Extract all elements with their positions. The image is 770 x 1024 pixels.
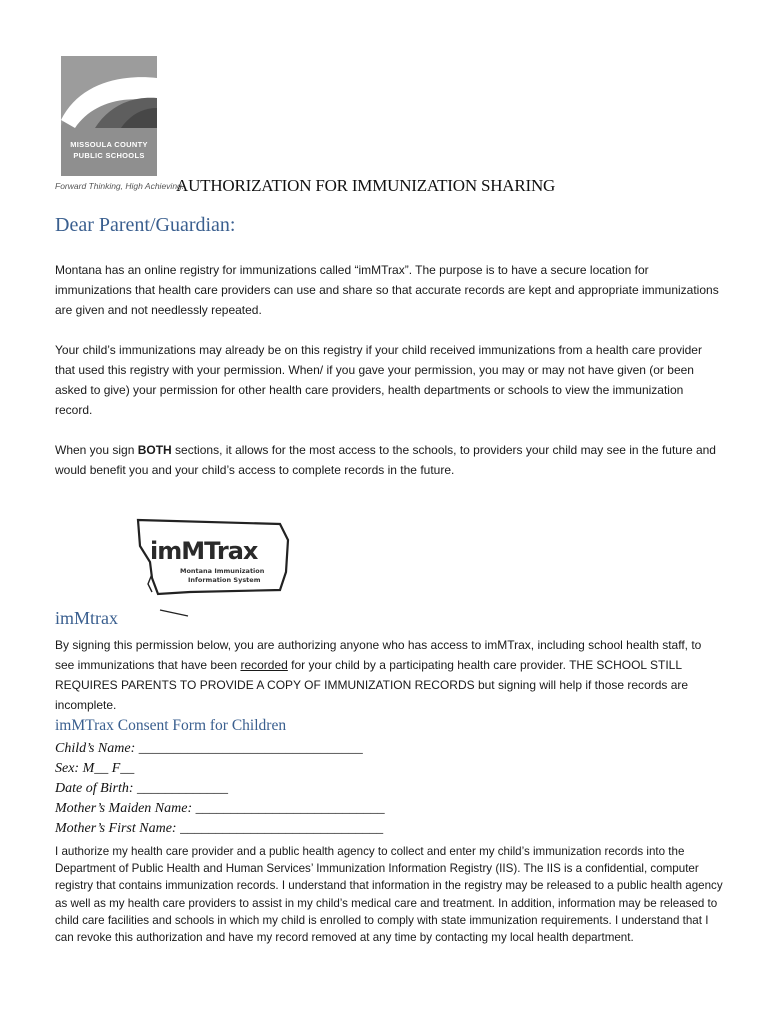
permission-after: for your child by a participating health care provider. THE SCHOOL STILL REQUIRES PARENTS TO PROVIDE A COPY OF IMMUNIZATION RECORDS but signing will help if those records are incomplete. [55, 658, 689, 712]
immtrax-logo [130, 512, 295, 622]
paragraph-registry: Your child’s immunizations may already be on this registry if your child received immunizations from a health care provider that used this registry with your permission. When/ if you gave your permission, you may or may not have given (or been asked to give) your permission for other health care providers, health departments or schools to view the immunization record. [55, 343, 702, 417]
date-of-birth-field[interactable]: Date of Birth: _____________ [55, 781, 229, 796]
paragraph-intro: Montana has an online registry for immunizations called “imMTrax”. The purpose is to have a secure location for immunizations that health care providers can use and share so that accurate records are kept and appropriate immunizations are given and not needlessly repeated. [55, 263, 719, 317]
both-after: sections, it allows for the most access to the schools, to providers your child may see in the future and would benefit you and your child’s access to complete records in the future. [55, 443, 716, 477]
both-emphasis: BOTH [137, 443, 172, 457]
permission-underlined: recorded [240, 658, 288, 672]
mother-maiden-name-field[interactable]: Mother’s Maiden Name: ___________________________ [55, 801, 385, 816]
section-heading-immtrax: imMtrax [55, 608, 118, 628]
paragraph-both-sections [55, 440, 723, 480]
permission-before: By signing this permission below, you are authorizing anyone who has access to imMTrax, including school health staff, to see immunizations that have been [55, 638, 702, 672]
consent-form-heading: imMTrax Consent Form for Children [55, 717, 287, 734]
logo-line-2: PUBLIC SCHOOLS [73, 151, 145, 160]
greeting: Dear Parent/Guardian: [55, 214, 236, 236]
paragraph-permission [55, 635, 723, 715]
paragraph-authorization: I authorize my health care provider and a public health agency to collect and enter my child’s immunization records into the Department of Public Health and Human Services’ Immunization Information Registry (IIS). The IIS is a confidential, computer registry that contains immunization records. I understand that information in the registry may be released to a public health agency as well as my health care providers to assist in my child’s medical care and treatment. In addition, information may be released to child care facilities and schools in which my child is enrolled to comply with state immunization requirements. I understand that I can revoke this authorization and have my record removed at any time by contacting my local health department. [55, 845, 723, 945]
school-logo [61, 56, 157, 176]
both-before: When you sign [55, 443, 138, 457]
sex-field[interactable]: Sex: M__ F__ [55, 761, 135, 776]
logo-line-1: MISSOULA COUNTY [70, 140, 148, 149]
immtrax-logo-sub2: Information System [188, 576, 261, 584]
document-title: AUTHORIZATION FOR IMMUNIZATION SHARING [176, 176, 556, 195]
mother-first-name-field[interactable]: Mother’s First Name: _____________________________ [55, 821, 384, 836]
immtrax-logo-name: imMTrax [150, 537, 258, 565]
immtrax-logo-sub1: Montana Immunization [180, 567, 265, 575]
logo-tagline: Forward Thinking, High Achieving. [55, 181, 185, 191]
child-name-field[interactable]: Child’s Name: ________________________________ [55, 741, 363, 756]
